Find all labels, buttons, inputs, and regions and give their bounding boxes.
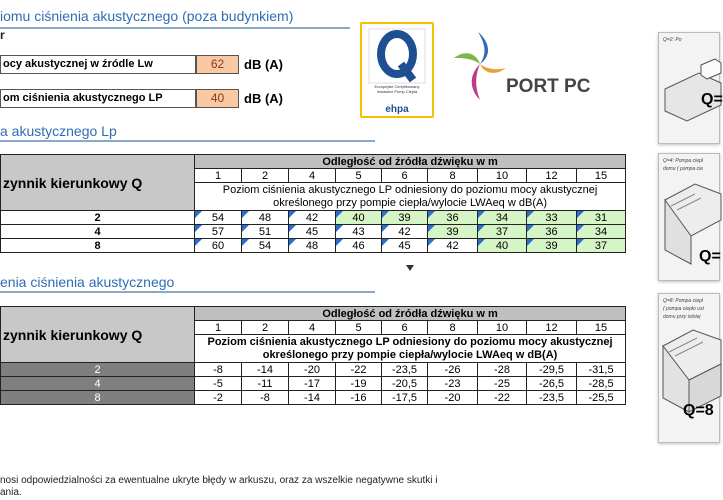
distance-cell: 12 (527, 169, 577, 183)
q8-caption: Q=8: Pompa ciepł (663, 298, 703, 304)
table-row (1, 225, 626, 239)
attenuation-table (0, 306, 626, 405)
ehpa-cert-text: Europejski Certyfikowany Instalator Pomp Ciepła (374, 84, 420, 94)
distance-header: Odległość od źródła dźwięku w m (195, 307, 626, 321)
value-cell: 51 (242, 225, 289, 239)
value-cell: 43 (336, 225, 382, 239)
distance-cell: 10 (478, 321, 527, 335)
value-cell: -8 (242, 391, 289, 405)
ehpa-text: ehpa (385, 104, 409, 115)
sound-power-input[interactable]: 62 (196, 55, 239, 74)
value-cell: 54 (242, 239, 289, 253)
q-value: 2 (1, 363, 195, 377)
q2-label: Q= (701, 91, 723, 108)
value-cell: 48 (289, 239, 336, 253)
sound-power-label-text: ocy akustycznej w źródle Lw (3, 58, 153, 70)
port-pc-mark-icon (450, 28, 510, 104)
value-cell: -23,5 (382, 363, 428, 377)
page-title: iomu ciśnienia akustycznego (poza budynkiem) (0, 8, 294, 24)
sound-pressure-label-text: om ciśnienia akustycznego LP (3, 92, 163, 104)
distance-cell: 6 (382, 169, 428, 183)
subtitle: r (0, 28, 5, 42)
q4-caption-2: domu ( pompa cie (663, 166, 704, 172)
value-cell: 60 (195, 239, 242, 253)
table-row (1, 239, 626, 253)
value-cell: 57 (195, 225, 242, 239)
value-cell: 54 (195, 211, 242, 225)
value-cell: -5 (195, 377, 242, 391)
q4-card (658, 153, 720, 281)
value-cell: 48 (242, 211, 289, 225)
disclaimer-line-2: ania. (0, 487, 22, 498)
value-cell: 40 (478, 239, 527, 253)
distance-cell: 8 (428, 169, 478, 183)
value-cell: -29,5 (527, 363, 577, 377)
sound-power-label (0, 55, 196, 74)
table-row (1, 211, 626, 225)
value-cell: -28 (478, 363, 527, 377)
value-cell: -22 (478, 391, 527, 405)
table-row (1, 377, 626, 391)
value-cell: -17,5 (382, 391, 428, 405)
table-description: Poziom ciśnienia akustycznego LP odniesiony do poziomu mocy akustycznej określonego przy pompie ciepła/wylocie LWAeq w dB(A) (195, 335, 626, 363)
value-cell: -23,5 (527, 391, 577, 405)
value-cell: -26,5 (527, 377, 577, 391)
section1-title: a akustycznego Lp (0, 123, 117, 139)
value-cell: -8 (195, 363, 242, 377)
value-cell: 34 (478, 211, 527, 225)
sound-pressure-table (0, 154, 626, 253)
distance-header: Odległość od źródła dźwięku w m (195, 155, 626, 169)
table-description: Poziom ciśnienia akustycznego LP odniesiony do poziomu mocy akustycznej określonego przy pompie ciepła/wylocie LWAeq w dB(A) (195, 183, 626, 211)
section2-title: enia ciśnienia akustycznego (0, 274, 175, 290)
value-cell: 42 (428, 239, 478, 253)
q8-label: Q=8 (683, 402, 714, 419)
q-value: 8 (1, 391, 195, 405)
distance-cell: 2 (242, 321, 289, 335)
distance-cell: 4 (289, 169, 336, 183)
value-cell: 33 (527, 211, 577, 225)
title-underline (0, 27, 350, 29)
value-cell: -2 (195, 391, 242, 405)
q-value: 8 (1, 239, 195, 253)
q-header: zynnik kierunkowy Q (1, 307, 195, 363)
q-value: 4 (1, 377, 195, 391)
distance-cell: 1 (195, 169, 242, 183)
value-cell: -14 (242, 363, 289, 377)
value-cell: 36 (527, 225, 577, 239)
q8-card (658, 293, 720, 443)
value-cell: -25 (478, 377, 527, 391)
value-cell: 45 (289, 225, 336, 239)
value-cell: -11 (242, 377, 289, 391)
ehpa-q-logo (360, 22, 434, 118)
value-cell: 37 (577, 239, 626, 253)
value-cell: 39 (382, 211, 428, 225)
section2-underline (0, 291, 375, 293)
distance-cell: 2 (242, 169, 289, 183)
value-cell: 36 (428, 211, 478, 225)
distance-cell: 1 (195, 321, 242, 335)
distance-cell: 12 (527, 321, 577, 335)
value-cell: -25,5 (577, 391, 626, 405)
house-corner-icon (659, 294, 721, 444)
value-cell: -22 (336, 363, 382, 377)
value-cell: -19 (336, 377, 382, 391)
distance-cell: 5 (336, 169, 382, 183)
distance-cell: 4 (289, 321, 336, 335)
value-cell: -20 (289, 363, 336, 377)
q-header: zynnik kierunkowy Q (1, 155, 195, 211)
q8-caption-2: ( pompa ciepło ust (663, 306, 704, 312)
q-mark-icon (368, 28, 426, 84)
table-row (1, 363, 626, 377)
value-cell: -28,5 (577, 377, 626, 391)
value-cell: 42 (382, 225, 428, 239)
value-cell: -26 (428, 363, 478, 377)
distance-cell: 10 (478, 169, 527, 183)
house-flat-icon (659, 33, 721, 145)
value-cell: 37 (478, 225, 527, 239)
value-cell: -20 (428, 391, 478, 405)
q-value: 4 (1, 225, 195, 239)
q2-caption: Q=2: Po (663, 37, 682, 43)
value-cell: 40 (336, 211, 382, 225)
value-cell: -20,5 (382, 377, 428, 391)
value-cell: 31 (577, 211, 626, 225)
sound-pressure-unit: dB (A) (244, 91, 283, 106)
q-value: 2 (1, 211, 195, 225)
value-cell: 34 (577, 225, 626, 239)
q4-label: Q= (699, 248, 721, 265)
port-pc-name: PORT PC (506, 76, 591, 97)
value-cell: 39 (527, 239, 577, 253)
value-cell: -23 (428, 377, 478, 391)
distance-cell: 5 (336, 321, 382, 335)
distance-cell: 15 (577, 169, 626, 183)
section1-underline (0, 140, 375, 142)
value-cell: 46 (336, 239, 382, 253)
distance-cell: 8 (428, 321, 478, 335)
value-cell: 45 (382, 239, 428, 253)
table-row (1, 391, 626, 405)
port-pc-logo (450, 28, 590, 106)
value-cell: 42 (289, 211, 336, 225)
sound-pressure-input[interactable]: 40 (196, 89, 239, 108)
value-cell: -17 (289, 377, 336, 391)
arrow-down-icon (406, 265, 414, 271)
q4-caption: Q=4: Pompa ciepł (663, 158, 703, 164)
value-cell: -16 (336, 391, 382, 405)
disclaimer-line-1: nosi odpowiedzialności za ewentualne ukryte błędy w arkuszu, oraz za wszelkie negatywne skutki i (0, 475, 438, 486)
value-cell: -14 (289, 391, 336, 405)
value-cell: -31,5 (577, 363, 626, 377)
q2-card (658, 32, 723, 144)
distance-cell: 6 (382, 321, 428, 335)
distance-cell: 15 (577, 321, 626, 335)
sound-power-unit: dB (A) (244, 57, 283, 72)
sound-pressure-label (0, 89, 196, 108)
q8-caption-3: domu przy istniej (663, 314, 701, 320)
value-cell: 39 (428, 225, 478, 239)
